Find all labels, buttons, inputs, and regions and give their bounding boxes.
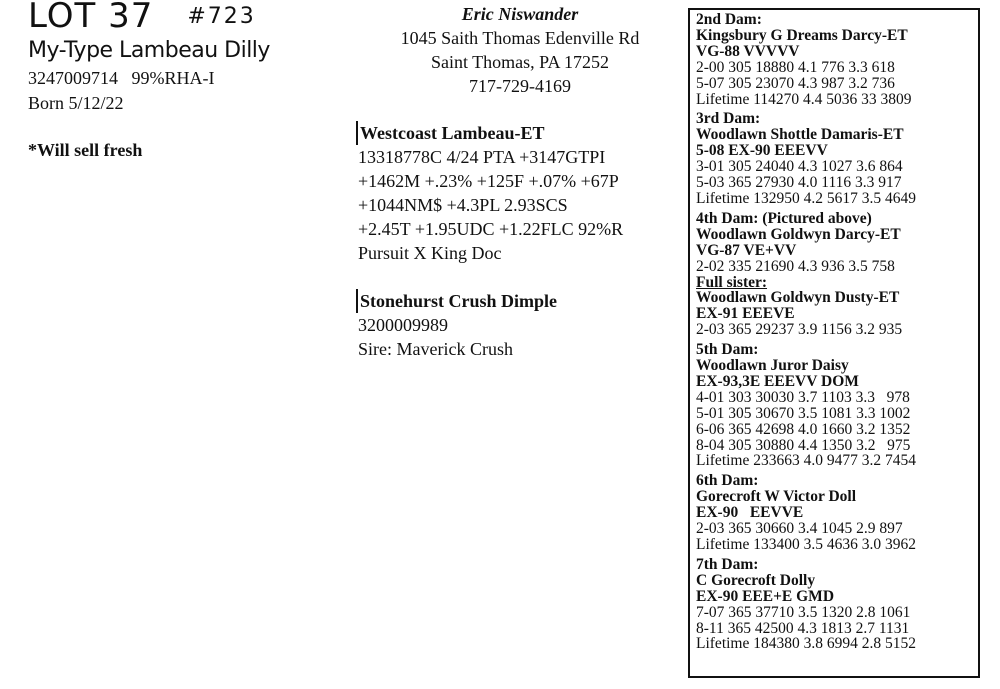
pedigree-5th-dam: [696, 342, 978, 469]
sire-line: Pursuit X King Doc: [358, 243, 502, 263]
dam-name: Stonehurst Crush Dimple: [360, 291, 558, 311]
pedigree-3rd-dam: [696, 111, 978, 206]
dam-classification: EX-90 EEE+E GMD: [696, 587, 835, 605]
production-record: Lifetime 233663 4.0 9477 3.2 7454: [696, 452, 916, 470]
production-record: 8-11 365 42500 4.3 1813 2.7 1131: [696, 619, 910, 637]
production-record: 8-04 305 30880 4.4 1350 3.2 975: [696, 436, 911, 454]
production-record: Lifetime 133400 3.5 4636 3.0 3962: [696, 536, 916, 553]
dam-name: Woodlawn Juror Daisy: [696, 357, 849, 375]
production-record: 2-02 335 21690 4.3 936 3.5 758: [696, 257, 895, 275]
consignor-block: [360, 2, 680, 98]
birth-date: Born 5/12/22: [28, 93, 124, 113]
production-record: 7-07 365 37710 3.5 1320 2.8 1061: [696, 603, 911, 621]
sire-details: [358, 145, 623, 265]
production-record: 5-07 305 23070 4.3 987 3.2 736: [696, 74, 895, 92]
dam-registration: 3200009989: [358, 315, 448, 335]
lot-number: LOT 37: [28, 0, 154, 36]
animal-name: My-Type Lambeau Dilly: [28, 38, 270, 63]
pedigree-4th-dam: [696, 211, 978, 338]
dam-classification: 5-08 EX-90 EEEVV: [696, 142, 828, 160]
production-record: 2-03 365 30660 3.4 1045 2.9 897: [696, 520, 903, 538]
dam-label: 4th Dam: (Pictured above): [696, 209, 872, 227]
dam-classification: VG-87 VE+VV: [696, 241, 797, 259]
dam-name: Kingsbury G Dreams Darcy-ET: [696, 26, 908, 44]
sire-line: +1462M +.23% +125F +.07% +67P: [358, 171, 619, 191]
dam-classification: EX-93,3E EEEVV DOM: [696, 372, 859, 390]
production-record: 5-01 305 30670 3.5 1081 3.3 1002: [696, 404, 911, 422]
sire-block: [356, 121, 545, 145]
dam-name: C Gorecroft Dolly: [696, 571, 816, 589]
consignor-name: Eric Niswander: [461, 4, 579, 24]
dam-label: 2nd Dam:: [696, 11, 762, 28]
dam-name: Woodlawn Goldwyn Darcy-ET: [696, 225, 901, 243]
dam-label: 3rd Dam:: [696, 110, 761, 128]
full-sister-name: Woodlawn Goldwyn Dusty-ET: [696, 289, 900, 307]
dam-sire: Sire: Maverick Crush: [358, 339, 513, 359]
dam-label: 6th Dam:: [696, 472, 759, 490]
dam-classification: VG-88 VVVVV: [696, 42, 800, 60]
production-record: Lifetime 114270 4.4 5036 33 3809: [696, 90, 912, 108]
production-record: Lifetime 184380 3.8 6994 2.8 5152: [696, 635, 916, 653]
full-sister-classification: EX-91 EEEVE: [696, 305, 795, 323]
production-record: 5-03 365 27930 4.0 1116 3.3 917: [696, 174, 902, 192]
catalog-number: #723: [187, 4, 256, 29]
consignor-address-1: 1045 Saith Thomas Edenville Rd: [400, 28, 640, 48]
production-record: 3-01 305 24040 4.3 1027 3.6 864: [696, 158, 903, 176]
pedigree-2nd-dam: [696, 12, 978, 107]
production-record: 4-01 303 30030 3.7 1103 3.3 978: [696, 388, 910, 406]
pedigree-7th-dam: [696, 557, 978, 652]
consignor-address-2: Saint Thomas, PA 17252: [430, 52, 610, 72]
dam-label: 7th Dam:: [696, 555, 759, 573]
dam-block: [356, 289, 557, 313]
sire-name: Westcoast Lambeau-ET: [360, 123, 545, 143]
production-record: Lifetime 132950 4.2 5617 3.5 4649: [696, 189, 916, 207]
full-sister-label: Full sister:: [696, 273, 768, 291]
production-record: 6-06 365 42698 4.0 1660 3.2 1352: [696, 420, 911, 438]
sire-line: +2.45T +1.95UDC +1.22FLC 92%R: [358, 219, 624, 239]
dam-name: Gorecroft W Victor Doll: [696, 488, 856, 506]
lot-title: [28, 0, 256, 41]
dam-name: Woodlawn Shottle Damaris-ET: [696, 126, 904, 144]
dam-details: [358, 313, 513, 361]
sire-line: 13318778C 4/24 PTA +3147GTPI: [358, 147, 606, 167]
dam-label: 5th Dam:: [696, 341, 759, 359]
pedigree-6th-dam: [696, 473, 978, 553]
sale-note: *Will sell fresh: [28, 140, 143, 160]
production-record: 2-03 365 29237 3.9 1156 3.2 935: [696, 321, 903, 339]
production-record: 2-00 305 18880 4.1 776 3.3 618: [696, 58, 895, 76]
consignor-phone: 717-729-4169: [469, 76, 571, 96]
registration-line: 3247009714 99%RHA-I: [28, 68, 215, 88]
dam-classification: EX-90 EEVVE: [696, 504, 804, 522]
pedigree-box: [688, 8, 980, 678]
sire-line: +1044NM$ +4.3PL 2.93SCS: [358, 195, 568, 215]
